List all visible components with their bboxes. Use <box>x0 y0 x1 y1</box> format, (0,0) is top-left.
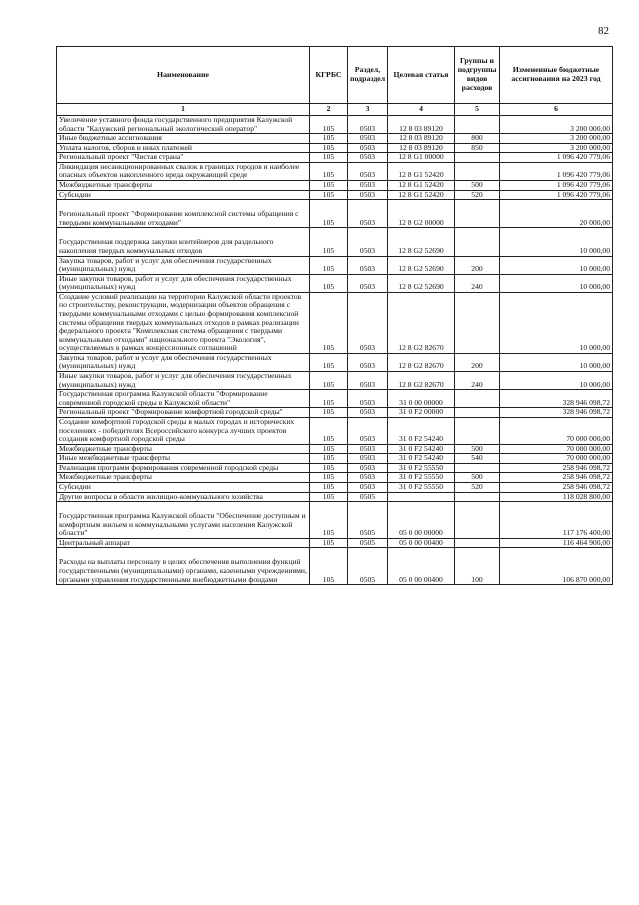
table-row <box>57 444 613 454</box>
row-group <box>455 538 500 548</box>
row-amount: 70 000 000,00 <box>500 454 613 464</box>
row-amount: 10 000,00 <box>500 256 613 274</box>
row-section: 0505 <box>348 502 388 539</box>
row-group <box>455 153 500 163</box>
header-name: Наименование <box>57 47 310 104</box>
row-kgrbs: 105 <box>310 153 348 163</box>
row-kgrbs: 105 <box>310 538 348 548</box>
row-section: 0503 <box>348 454 388 464</box>
row-amount: 10 000,00 <box>500 274 613 292</box>
table-row <box>57 353 613 371</box>
row-section: 0503 <box>348 417 388 444</box>
row-section: 0503 <box>348 134 388 144</box>
table-row <box>57 256 613 274</box>
row-section: 0503 <box>348 463 388 473</box>
row-amount: 10 000,00 <box>500 292 613 353</box>
row-group: 500 <box>455 473 500 483</box>
row-article: 12 8 G2 82670 <box>388 353 455 371</box>
table-row <box>57 153 613 163</box>
row-name: Уплата налогов, сборов и иных платежей <box>57 143 310 153</box>
table-row <box>57 143 613 153</box>
row-name: Увеличение уставного фонда государственного предприятия Калужской области "Калужский региональный экологический оператор" <box>57 116 310 134</box>
row-kgrbs: 105 <box>310 454 348 464</box>
column-number: 5 <box>455 104 500 116</box>
table-row <box>57 134 613 144</box>
row-article: 12 8 03 89120 <box>388 134 455 144</box>
row-article: 05 0 00 00000 <box>388 502 455 539</box>
table-row <box>57 372 613 390</box>
row-article: 31 0 F2 55550 <box>388 473 455 483</box>
row-section: 0503 <box>348 372 388 390</box>
row-name: Закупка товаров, работ и услуг для обеспечения государственных (муниципальных) нужд <box>57 256 310 274</box>
row-name: Ликвидация несанкционированных свалок в границах городов и наиболее опасных объектов накопленного вреда окружающей среде <box>57 162 310 180</box>
table-row <box>57 190 613 200</box>
table-body <box>57 116 613 585</box>
row-group <box>455 408 500 418</box>
header-amount: Измененные бюджетные ассигнования на 2023 год <box>500 47 613 104</box>
column-number: 1 <box>57 104 310 116</box>
row-amount: 1 096 420 779,06 <box>500 153 613 163</box>
row-amount: 106 870 000,00 <box>500 548 613 585</box>
row-group <box>455 200 500 228</box>
row-section: 0503 <box>348 482 388 492</box>
row-amount: 10 000,00 <box>500 372 613 390</box>
row-article: 31 0 F2 54240 <box>388 417 455 444</box>
row-article: 12 8 G2 82670 <box>388 372 455 390</box>
row-amount: 3 200 000,00 <box>500 134 613 144</box>
column-number: 2 <box>310 104 348 116</box>
row-group: 100 <box>455 548 500 585</box>
row-kgrbs: 105 <box>310 292 348 353</box>
row-section: 0505 <box>348 538 388 548</box>
row-name: Иные закупки товаров, работ и услуг для обеспечения государственных (муниципальных) нужд <box>57 274 310 292</box>
row-group: 800 <box>455 134 500 144</box>
row-section: 0503 <box>348 444 388 454</box>
row-name: Иные межбюджетные трансферты <box>57 454 310 464</box>
row-kgrbs: 105 <box>310 256 348 274</box>
row-kgrbs: 105 <box>310 274 348 292</box>
row-kgrbs: 105 <box>310 390 348 408</box>
row-kgrbs: 105 <box>310 548 348 585</box>
row-kgrbs: 105 <box>310 116 348 134</box>
row-section: 0503 <box>348 228 388 256</box>
row-section: 0503 <box>348 190 388 200</box>
row-section: 0503 <box>348 408 388 418</box>
row-group: 540 <box>455 454 500 464</box>
row-article <box>388 492 455 502</box>
row-group <box>455 502 500 539</box>
row-amount: 118 028 800,00 <box>500 492 613 502</box>
row-article: 31 0 F2 00000 <box>388 408 455 418</box>
row-article: 31 0 F2 55550 <box>388 463 455 473</box>
row-article: 12 8 03 89120 <box>388 116 455 134</box>
table-row <box>57 417 613 444</box>
row-name: Государственная программа Калужской области "Формирование современной городской среды в Калужской области" <box>57 390 310 408</box>
row-section: 0503 <box>348 116 388 134</box>
row-article: 12 8 G2 82670 <box>388 292 455 353</box>
row-article: 12 8 G1 52420 <box>388 181 455 191</box>
row-amount: 10 000,00 <box>500 228 613 256</box>
row-name: Центральный аппарат <box>57 538 310 548</box>
table-row <box>57 292 613 353</box>
table-row <box>57 502 613 539</box>
row-kgrbs: 105 <box>310 408 348 418</box>
row-group <box>455 292 500 353</box>
table-row <box>57 473 613 483</box>
row-kgrbs: 105 <box>310 492 348 502</box>
row-group <box>455 463 500 473</box>
page-number: 82 <box>598 25 609 37</box>
row-article: 12 8 G2 00000 <box>388 200 455 228</box>
row-section: 0503 <box>348 200 388 228</box>
row-kgrbs: 105 <box>310 228 348 256</box>
row-article: 12 8 03 89120 <box>388 143 455 153</box>
row-amount: 10 000,00 <box>500 353 613 371</box>
row-group: 520 <box>455 190 500 200</box>
header-kgrbs: КГРБС <box>310 47 348 104</box>
row-article: 12 8 G1 52420 <box>388 162 455 180</box>
row-group: 850 <box>455 143 500 153</box>
table-row <box>57 200 613 228</box>
row-amount: 328 946 098,72 <box>500 390 613 408</box>
row-article: 31 0 F2 54240 <box>388 454 455 464</box>
table-row <box>57 162 613 180</box>
row-name: Расходы на выплаты персоналу в целях обеспечения выполнения функций государственными (муниципальными) органами, казенными учреждениями, органами управления государственными внебюджетными фондами <box>57 548 310 585</box>
table-row <box>57 482 613 492</box>
row-article: 31 0 F2 55550 <box>388 482 455 492</box>
row-kgrbs: 105 <box>310 502 348 539</box>
table-row <box>57 408 613 418</box>
row-name: Региональный проект "Формирование комфортной городской среды" <box>57 408 310 418</box>
row-section: 0503 <box>348 153 388 163</box>
row-kgrbs: 105 <box>310 372 348 390</box>
row-name: Иные закупки товаров, работ и услуг для обеспечения государственных (муниципальных) нужд <box>57 372 310 390</box>
row-amount: 1 096 420 779,06 <box>500 181 613 191</box>
row-group: 200 <box>455 256 500 274</box>
header-article: Целевая статья <box>388 47 455 104</box>
row-kgrbs: 105 <box>310 162 348 180</box>
row-section: 0503 <box>348 181 388 191</box>
table-row <box>57 463 613 473</box>
row-name: Иные бюджетные ассигнования <box>57 134 310 144</box>
row-name: Субсидии <box>57 482 310 492</box>
row-amount: 70 000 000,00 <box>500 444 613 454</box>
row-section: 0503 <box>348 162 388 180</box>
row-section: 0503 <box>348 353 388 371</box>
header-row <box>57 47 613 104</box>
row-section: 0505 <box>348 548 388 585</box>
row-article: 05 0 00 00400 <box>388 548 455 585</box>
column-number-row <box>57 104 613 116</box>
column-number: 4 <box>388 104 455 116</box>
row-name: Закупка товаров, работ и услуг для обеспечения государственных (муниципальных) нужд <box>57 353 310 371</box>
row-group <box>455 228 500 256</box>
row-amount: 116 464 900,00 <box>500 538 613 548</box>
row-amount: 20 000,00 <box>500 200 613 228</box>
table-row <box>57 181 613 191</box>
row-name: Региональный проект "Формирование комплексной системы обращения с твердыми коммунальными отходами" <box>57 200 310 228</box>
table-row <box>57 454 613 464</box>
row-section: 0503 <box>348 274 388 292</box>
row-group: 500 <box>455 444 500 454</box>
header-groups: Группы и подгруппы видов расходов <box>455 47 500 104</box>
table-row <box>57 228 613 256</box>
row-name: Межбюджетные трансферты <box>57 444 310 454</box>
row-name: Создание условий реализации на территории Калужской области проектов по строительству, реконструкции, модернизации объектов обращения с твердыми коммунальными отходами с целью формирования комплексной системы обращения твердых коммунальных отходов в рамках реализации федерального проекта "Комплексная система обращения с твердыми коммунальными отходами" национального проекта "Экология", осуществляемых в рамках концессионных соглашений <box>57 292 310 353</box>
row-article: 31 0 00 00000 <box>388 390 455 408</box>
row-section: 0503 <box>348 473 388 483</box>
table-row <box>57 538 613 548</box>
row-group: 240 <box>455 274 500 292</box>
table-row <box>57 390 613 408</box>
row-name: Другие вопросы в области жилищно-коммунального хозяйства <box>57 492 310 502</box>
row-amount: 328 946 098,72 <box>500 408 613 418</box>
row-section: 0505 <box>348 492 388 502</box>
row-group: 200 <box>455 353 500 371</box>
row-group: 520 <box>455 482 500 492</box>
row-amount: 3 200 000,00 <box>500 143 613 153</box>
row-article: 31 0 F2 54240 <box>388 444 455 454</box>
row-amount: 70 000 000,00 <box>500 417 613 444</box>
row-group <box>455 417 500 444</box>
row-kgrbs: 105 <box>310 190 348 200</box>
row-kgrbs: 105 <box>310 444 348 454</box>
table-row <box>57 116 613 134</box>
row-kgrbs: 105 <box>310 482 348 492</box>
row-name: Региональный проект "Чистая страна" <box>57 153 310 163</box>
row-group <box>455 162 500 180</box>
row-amount: 117 176 400,00 <box>500 502 613 539</box>
table-row <box>57 274 613 292</box>
row-group <box>455 492 500 502</box>
header-section: Раздел, подраздел <box>348 47 388 104</box>
row-article: 05 0 00 00400 <box>388 538 455 548</box>
row-kgrbs: 105 <box>310 200 348 228</box>
row-section: 0503 <box>348 143 388 153</box>
row-article: 12 8 G2 52690 <box>388 256 455 274</box>
table-row <box>57 548 613 585</box>
row-kgrbs: 105 <box>310 134 348 144</box>
row-amount: 258 946 098,72 <box>500 473 613 483</box>
row-amount: 3 200 000,00 <box>500 116 613 134</box>
row-article: 12 8 G1 00000 <box>388 153 455 163</box>
row-kgrbs: 105 <box>310 143 348 153</box>
row-article: 12 8 G2 52690 <box>388 228 455 256</box>
row-name: Реализация программ формирования современной городской среды <box>57 463 310 473</box>
row-kgrbs: 105 <box>310 417 348 444</box>
row-section: 0503 <box>348 390 388 408</box>
row-amount: 258 946 098,72 <box>500 463 613 473</box>
row-name: Создание комфортной городской среды в малых городах и исторических поселениях - победителях Всероссийского конкурса лучших проектов создания комфортной городской среды <box>57 417 310 444</box>
row-kgrbs: 105 <box>310 473 348 483</box>
column-number: 3 <box>348 104 388 116</box>
row-name: Субсидии <box>57 190 310 200</box>
budget-table <box>56 46 613 585</box>
row-amount: 258 946 098,72 <box>500 482 613 492</box>
row-group <box>455 116 500 134</box>
row-name: Межбюджетные трансферты <box>57 181 310 191</box>
row-article: 12 8 G2 52690 <box>388 274 455 292</box>
row-article: 12 8 G1 52420 <box>388 190 455 200</box>
row-kgrbs: 105 <box>310 463 348 473</box>
row-section: 0503 <box>348 292 388 353</box>
row-kgrbs: 105 <box>310 181 348 191</box>
row-group: 500 <box>455 181 500 191</box>
table-row <box>57 492 613 502</box>
row-name: Межбюджетные трансферты <box>57 473 310 483</box>
row-amount: 1 096 420 779,06 <box>500 190 613 200</box>
column-number: 6 <box>500 104 613 116</box>
row-name: Государственная программа Калужской области "Обеспечение доступным и комфортным жильем и коммунальными услугами населения Калужской области" <box>57 502 310 539</box>
row-group <box>455 390 500 408</box>
row-name: Государственная поддержка закупки контейнеров для раздельного накопления твердых коммунальных отходов <box>57 228 310 256</box>
row-section: 0503 <box>348 256 388 274</box>
row-kgrbs: 105 <box>310 353 348 371</box>
row-group: 240 <box>455 372 500 390</box>
row-amount: 1 096 420 779,06 <box>500 162 613 180</box>
